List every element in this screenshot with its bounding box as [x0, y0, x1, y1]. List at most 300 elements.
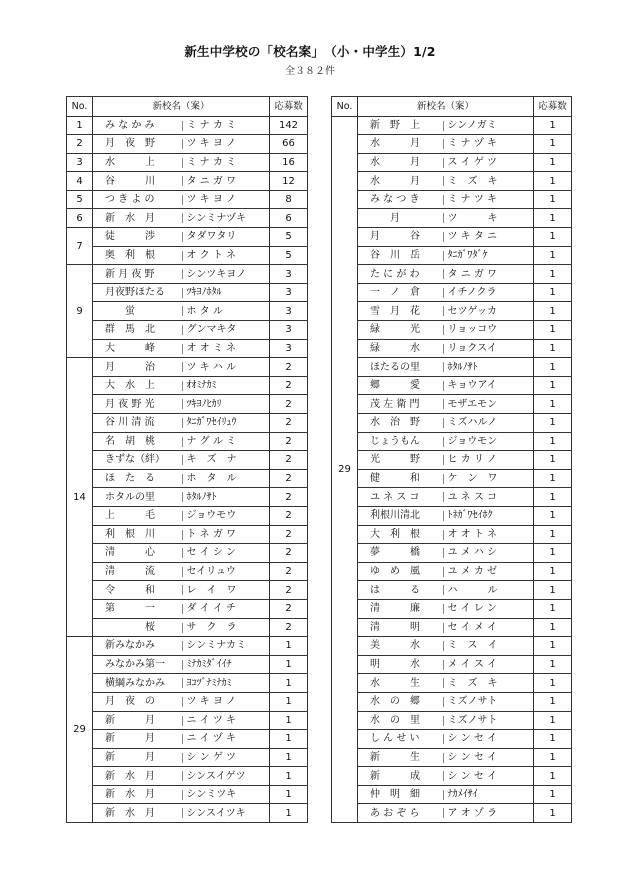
- table-row: [332, 395, 572, 414]
- school-name-kana: シ ン セ イ: [444, 767, 534, 786]
- rank-number: 3: [67, 153, 93, 172]
- school-name: 月 夜 の: [93, 692, 183, 711]
- vote-count: 1: [534, 637, 572, 656]
- column-separator: [182, 771, 183, 781]
- vote-count: 2: [270, 581, 308, 600]
- column-separator: [443, 455, 444, 465]
- rank-number: 9: [67, 265, 93, 358]
- vote-count: 1: [534, 544, 572, 563]
- school-name-kana: ミズハルノ: [444, 414, 534, 433]
- column-separator: [443, 771, 444, 781]
- school-name: は る: [358, 581, 444, 600]
- table-row: [67, 228, 308, 247]
- vote-count: 2: [270, 395, 308, 414]
- table-row: [67, 711, 308, 730]
- column-separator: [182, 790, 183, 800]
- vote-count: 1: [534, 488, 572, 507]
- table-row: [332, 581, 572, 600]
- table-row: [332, 767, 572, 786]
- table-row: [332, 525, 572, 544]
- vote-count: 1: [534, 525, 572, 544]
- vote-count: 1: [534, 432, 572, 451]
- column-separator: [443, 158, 444, 168]
- school-name: きずな（絆）: [93, 451, 183, 470]
- school-name-kana: ツ キ タ ニ: [444, 228, 534, 247]
- school-name: た に が わ: [358, 265, 444, 284]
- column-separator: [182, 306, 183, 316]
- school-name: み な か み: [93, 116, 183, 135]
- column-separator: [443, 623, 444, 633]
- school-name-kana: ユ メ カ ゼ: [444, 562, 534, 581]
- school-name-kana: ユ ネ ス コ: [444, 488, 534, 507]
- page-title: 新生中学校の「校名案」 （小・中学生）1/2: [184, 44, 436, 59]
- school-name-kana: キ ズ ナ: [183, 451, 270, 470]
- school-name: 水 月: [358, 135, 444, 154]
- column-separator: [443, 399, 444, 409]
- school-name: 水 生: [358, 674, 444, 693]
- vote-count: 2: [270, 506, 308, 525]
- vote-count: 2: [270, 618, 308, 637]
- column-separator: [443, 716, 444, 726]
- vote-count: 1: [534, 562, 572, 581]
- table-row: [67, 358, 308, 377]
- vote-count: 2: [270, 451, 308, 470]
- school-name-kana: イチノクラ: [444, 283, 534, 302]
- table-row: [332, 135, 572, 154]
- table-row: [332, 488, 572, 507]
- column-separator: [443, 325, 444, 335]
- school-name: 谷 川 清 流: [93, 414, 183, 433]
- school-name: 明 水: [358, 655, 444, 674]
- school-name-kana: サ ク ラ: [183, 618, 270, 637]
- vote-count: 1: [534, 711, 572, 730]
- column-separator: [182, 548, 183, 558]
- school-name: 利 根 川: [93, 525, 183, 544]
- rank-number: 1: [67, 116, 93, 135]
- vote-count: 2: [270, 562, 308, 581]
- table-row: [332, 730, 572, 749]
- school-name-kana: ホ タ ル: [183, 469, 270, 488]
- vote-count: 1: [270, 692, 308, 711]
- column-separator: [443, 362, 444, 372]
- school-name-kana: セツゲッカ: [444, 302, 534, 321]
- table-row: [332, 116, 572, 135]
- table-row: [67, 637, 308, 656]
- column-separator: [443, 678, 444, 688]
- vote-count: 1: [534, 655, 572, 674]
- table-row: [67, 116, 308, 135]
- vote-count: 1: [270, 730, 308, 749]
- vote-count: 1: [534, 228, 572, 247]
- school-name: 新 成: [358, 767, 444, 786]
- table-row: [332, 190, 572, 209]
- column-separator: [443, 288, 444, 298]
- school-name-kana: ミ ス イ: [444, 637, 534, 656]
- school-name-kana: ハ ル: [444, 581, 534, 600]
- school-name: 徒 渉: [93, 228, 183, 247]
- table-row: [67, 265, 308, 284]
- school-name: 夢 橋: [358, 544, 444, 563]
- school-name: 大 利 根: [358, 525, 444, 544]
- table-row: [67, 209, 308, 228]
- school-name-kana: キョウアイ: [444, 376, 534, 395]
- school-name-kana: ケ ン ワ: [444, 469, 534, 488]
- column-separator: [443, 139, 444, 149]
- column-separator: [182, 213, 183, 223]
- table-row: [332, 655, 572, 674]
- vote-count: 1: [270, 804, 308, 823]
- school-name: 谷 川 岳: [358, 246, 444, 265]
- school-name-kana: ﾄﾈｶﾞﾜｾｲﾎｸ: [444, 506, 534, 525]
- column-separator: [182, 567, 183, 577]
- vote-count: 1: [534, 135, 572, 154]
- school-name-kana: ミズノサト: [444, 692, 534, 711]
- vote-count: 1: [534, 599, 572, 618]
- table-row: [67, 172, 308, 191]
- vote-count: 1: [270, 767, 308, 786]
- school-name: ユ ネ ス コ: [358, 488, 444, 507]
- table-row: [332, 228, 572, 247]
- school-name: 横綱みなかみ: [93, 674, 183, 693]
- school-name-kana: タダワタリ: [183, 228, 270, 247]
- table-row: [332, 283, 572, 302]
- school-name: ホタルの里: [93, 488, 183, 507]
- school-name-kana: セ イ シ ン: [183, 544, 270, 563]
- column-separator: [443, 697, 444, 707]
- school-name: 蛍: [93, 302, 183, 321]
- column-separator: [443, 344, 444, 354]
- column-separator: [182, 121, 183, 131]
- table-row: [67, 525, 308, 544]
- school-name-kana: シ ン セ イ: [444, 730, 534, 749]
- school-name-kana: ミ ナ ヅ キ: [444, 135, 534, 154]
- vote-count: 1: [534, 116, 572, 135]
- school-name: つ き よ の: [93, 190, 183, 209]
- vote-count: 1: [270, 674, 308, 693]
- school-name: 新 生: [358, 748, 444, 767]
- column-separator: [182, 678, 183, 688]
- school-name-kana: ﾎﾀﾙﾉｻﾄ: [444, 358, 534, 377]
- school-name-kana: グンマキタ: [183, 321, 270, 340]
- table-row: [67, 321, 308, 340]
- vote-count: 1: [534, 451, 572, 470]
- school-name: 清 心: [93, 544, 183, 563]
- table-row: [332, 804, 572, 823]
- school-name: 緑 水: [358, 339, 444, 358]
- vote-count: 2: [270, 469, 308, 488]
- school-name: じょうもん: [358, 432, 444, 451]
- table-row: [332, 172, 572, 191]
- column-separator: [443, 734, 444, 744]
- vote-count: 6: [270, 209, 308, 228]
- school-name: 水 の 郷: [358, 692, 444, 711]
- school-name-kana: セイリュウ: [183, 562, 270, 581]
- table-row: [67, 692, 308, 711]
- school-name-kana: シンスイツキ: [183, 804, 270, 823]
- school-name: 水 上: [93, 153, 183, 172]
- column-separator: [182, 325, 183, 335]
- table-row: [67, 544, 308, 563]
- school-name: 月 夜 野 光: [93, 395, 183, 414]
- school-name-kana: ﾀﾆｶﾞﾜﾀﾞｹ: [444, 246, 534, 265]
- table-row: [67, 581, 308, 600]
- school-name-kana: ミ ナ ツ キ: [444, 190, 534, 209]
- table-row: [67, 302, 308, 321]
- column-separator: [182, 511, 183, 521]
- column-separator: [182, 697, 183, 707]
- school-name-kana: リョクスイ: [444, 339, 534, 358]
- table-row: [332, 785, 572, 804]
- school-name: み な つ き: [358, 190, 444, 209]
- school-name: 新みなかみ: [93, 637, 183, 656]
- table-row: [67, 190, 308, 209]
- vote-count: 66: [270, 135, 308, 154]
- rank-number: 4: [67, 172, 93, 191]
- table-row: [67, 395, 308, 414]
- school-name-kana: シンミナヅキ: [183, 209, 270, 228]
- vote-count: 1: [270, 655, 308, 674]
- column-separator: [443, 176, 444, 186]
- table-row: [332, 321, 572, 340]
- school-name-kana: ﾅｶﾒｲｻｲ: [444, 785, 534, 804]
- vote-count: 2: [270, 358, 308, 377]
- school-name-kana: タ ニ ガ ワ: [444, 265, 534, 284]
- school-name-kana: ミ ズ キ: [444, 172, 534, 191]
- school-name: 新 水 月: [93, 209, 183, 228]
- vote-count: 1: [534, 283, 572, 302]
- vote-count: 3: [270, 339, 308, 358]
- school-name-kana: ツ キ ヨ ノ: [183, 190, 270, 209]
- rank-number: 5: [67, 190, 93, 209]
- table-row: [332, 711, 572, 730]
- school-name: 上 毛: [93, 506, 183, 525]
- vote-count: 1: [270, 785, 308, 804]
- column-separator: [443, 585, 444, 595]
- vote-count: 16: [270, 153, 308, 172]
- vote-count: 1: [534, 730, 572, 749]
- table-row: [67, 469, 308, 488]
- school-name: 谷 川: [93, 172, 183, 191]
- column-separator: [182, 195, 183, 205]
- table-row: [67, 451, 308, 470]
- table-row: [67, 414, 308, 433]
- school-name-kana: シ ン セ イ: [444, 748, 534, 767]
- vote-count: 1: [534, 581, 572, 600]
- school-name: 群 馬 北: [93, 321, 183, 340]
- vote-count: 1: [534, 748, 572, 767]
- rank-number: 14: [67, 358, 93, 637]
- school-name-kana: ﾂｷﾖﾉﾋｶﾘ: [183, 395, 270, 414]
- column-separator: [182, 176, 183, 186]
- school-name-kana: ｵｵﾐﾅｶﾐ: [183, 376, 270, 395]
- school-name-kana: ダ イ イ チ: [183, 599, 270, 618]
- header-count: 応募数: [270, 97, 308, 117]
- column-separator: [182, 418, 183, 428]
- school-name: 月夜野ほたる: [93, 283, 183, 302]
- school-name-kana: ホ タ ル: [183, 302, 270, 321]
- school-name-kana: セ イ メ イ: [444, 618, 534, 637]
- table-row: [67, 618, 308, 637]
- vote-count: 142: [270, 116, 308, 135]
- column-separator: [443, 641, 444, 651]
- school-name-kana: リョッコウ: [444, 321, 534, 340]
- column-separator: [182, 530, 183, 540]
- school-name: 名 胡 桃: [93, 432, 183, 451]
- column-separator: [182, 753, 183, 763]
- column-separator: [443, 548, 444, 558]
- school-name-kana: レ イ ワ: [183, 581, 270, 600]
- table-row: [67, 283, 308, 302]
- school-name-kana: オ オ ト ネ: [444, 525, 534, 544]
- vote-count: 1: [534, 209, 572, 228]
- school-name-kana: シンノガミ: [444, 116, 534, 135]
- school-name-kana: メ イ ス イ: [444, 655, 534, 674]
- right-ranking-table: [331, 96, 572, 823]
- vote-count: 5: [270, 228, 308, 247]
- vote-count: 1: [534, 172, 572, 191]
- table-row: [67, 339, 308, 358]
- school-name-kana: オ オ ミ ネ: [183, 339, 270, 358]
- school-name-kana: シンミナカミ: [183, 637, 270, 656]
- column-separator: [443, 753, 444, 763]
- table-row: [332, 209, 572, 228]
- vote-count: 1: [534, 265, 572, 284]
- table-row: [332, 265, 572, 284]
- school-name: 水 治 野: [358, 414, 444, 433]
- rank-number: 29: [332, 116, 358, 823]
- school-name: 大 水 上: [93, 376, 183, 395]
- vote-count: 8: [270, 190, 308, 209]
- column-separator: [443, 474, 444, 484]
- vote-count: 1: [534, 153, 572, 172]
- school-name: 清 明: [358, 618, 444, 637]
- school-name-kana: モザエモン: [444, 395, 534, 414]
- column-separator: [443, 121, 444, 131]
- school-name: 美 水: [358, 637, 444, 656]
- table-row: [332, 432, 572, 451]
- column-separator: [182, 158, 183, 168]
- vote-count: 1: [534, 785, 572, 804]
- school-name-kana: ト ネ ガ ワ: [183, 525, 270, 544]
- school-name-kana: セ イ レ ン: [444, 599, 534, 618]
- column-separator: [182, 232, 183, 242]
- table-row: [332, 153, 572, 172]
- school-name-kana: オ ク ト ネ: [183, 246, 270, 265]
- school-name: 新 月: [93, 748, 183, 767]
- table-row: [332, 451, 572, 470]
- school-name: ほたるの里: [358, 358, 444, 377]
- school-name-kana: ミズノサト: [444, 711, 534, 730]
- vote-count: 1: [534, 506, 572, 525]
- table-row: [67, 135, 308, 154]
- vote-count: 3: [270, 283, 308, 302]
- table-row: [67, 246, 308, 265]
- column-separator: [182, 344, 183, 354]
- vote-count: 1: [270, 748, 308, 767]
- school-name: 新 月: [93, 730, 183, 749]
- table-row: [67, 748, 308, 767]
- school-name-kana: シンツキヨノ: [183, 265, 270, 284]
- vote-count: 1: [270, 711, 308, 730]
- column-separator: [443, 213, 444, 223]
- school-name-kana: ﾐﾅｶﾐﾀﾞｲｲﾁ: [183, 655, 270, 674]
- vote-count: 1: [534, 469, 572, 488]
- school-name: 仲 明 細: [358, 785, 444, 804]
- column-separator: [443, 808, 444, 818]
- vote-count: 1: [534, 674, 572, 693]
- vote-count: 1: [534, 395, 572, 414]
- vote-count: 1: [270, 637, 308, 656]
- column-separator: [182, 492, 183, 502]
- table-row: [67, 730, 308, 749]
- rank-number: 29: [67, 637, 93, 823]
- school-name-kana: ミ ナ カ ミ: [183, 153, 270, 172]
- vote-count: 3: [270, 302, 308, 321]
- table-row: [67, 767, 308, 786]
- header-row: [332, 97, 572, 117]
- column-separator: [443, 511, 444, 521]
- school-name: 桜: [93, 618, 183, 637]
- school-name-kana: ア オ ゾ ラ: [444, 804, 534, 823]
- table-row: [332, 599, 572, 618]
- left-ranking-table: [66, 96, 308, 823]
- table-row: [332, 376, 572, 395]
- school-name: 新 月 夜 野: [93, 265, 183, 284]
- column-separator: [182, 585, 183, 595]
- column-separator: [443, 269, 444, 279]
- column-separator: [443, 381, 444, 391]
- school-name-kana: ツ キ: [444, 209, 534, 228]
- column-separator: [443, 660, 444, 670]
- column-separator: [182, 660, 183, 670]
- column-separator: [182, 381, 183, 391]
- table-row: [67, 785, 308, 804]
- school-name: 水 の 里: [358, 711, 444, 730]
- vote-count: 1: [534, 339, 572, 358]
- table-row: [67, 376, 308, 395]
- school-name-kana: ツ キ ハ ル: [183, 358, 270, 377]
- vote-count: 2: [270, 525, 308, 544]
- school-name-kana: ス イ ゲ ツ: [444, 153, 534, 172]
- school-name-kana: ミ ナ カ ミ: [183, 116, 270, 135]
- school-name: 新 水 月: [93, 785, 183, 804]
- vote-count: 5: [270, 246, 308, 265]
- table-row: [332, 674, 572, 693]
- school-name-kana: ﾖｺﾂﾞﾅﾐﾅｶﾐ: [183, 674, 270, 693]
- rank-number: 7: [67, 228, 93, 265]
- table-row: [67, 599, 308, 618]
- table-row: [67, 506, 308, 525]
- table-row: [332, 469, 572, 488]
- column-separator: [443, 604, 444, 614]
- table-row: [332, 562, 572, 581]
- vote-count: 1: [534, 302, 572, 321]
- school-name: ほ た る: [93, 469, 183, 488]
- column-separator: [443, 251, 444, 261]
- school-name: 水 月: [358, 153, 444, 172]
- school-name: あ お ぞ ら: [358, 804, 444, 823]
- header-name: 新校名（案）: [358, 97, 534, 117]
- school-name-kana: ﾂｷﾖﾉﾎﾀﾙ: [183, 283, 270, 302]
- header-no: No.: [332, 97, 358, 117]
- table-row: [67, 153, 308, 172]
- vote-count: 1: [534, 767, 572, 786]
- vote-count: 1: [534, 190, 572, 209]
- table-row: [67, 804, 308, 823]
- school-name: 月 治: [93, 358, 183, 377]
- table-row: [332, 302, 572, 321]
- rank-number: 6: [67, 209, 93, 228]
